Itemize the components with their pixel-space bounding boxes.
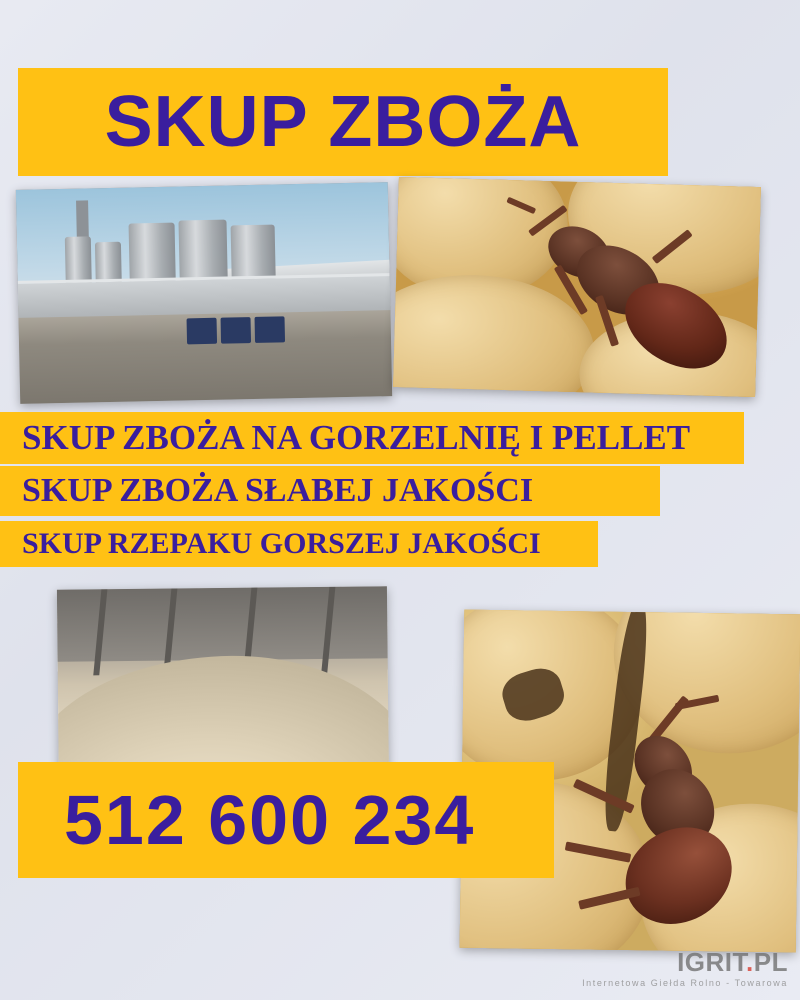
phone-number[interactable]: 512 600 234: [64, 781, 476, 859]
watermark: [582, 949, 788, 988]
phone-band[interactable]: [18, 762, 554, 878]
page-title: SKUP ZBOŻA: [104, 82, 582, 162]
service-line-3: [0, 521, 598, 567]
service-line-2-text: SKUP ZBOŻA SŁABEJ JAKOŚCI: [22, 472, 534, 509]
watermark-tagline: Internetowa Giełda Rolno - Towarowa: [582, 978, 788, 988]
photo-grain-silo-facility: [16, 182, 392, 404]
watermark-name: IGRIT: [677, 947, 747, 977]
service-line-1: [0, 412, 744, 464]
watermark-dot: .: [746, 947, 754, 977]
service-line-3-text: SKUP RZEPAKU GORSZEJ JAKOŚCI: [22, 527, 541, 560]
truck: [187, 318, 218, 345]
photo-grain-weevil-macro-top: [393, 177, 761, 397]
truck: [255, 317, 286, 344]
warehouse-building: [18, 274, 391, 319]
watermark-brand: [582, 949, 788, 975]
service-line-2: [0, 466, 660, 516]
watermark-tld: PL: [753, 947, 788, 977]
service-line-1-text: SKUP ZBOŻA NA GORZELNIĘ I PELLET: [22, 418, 691, 457]
headline-band: [18, 68, 668, 176]
truck: [221, 317, 252, 344]
